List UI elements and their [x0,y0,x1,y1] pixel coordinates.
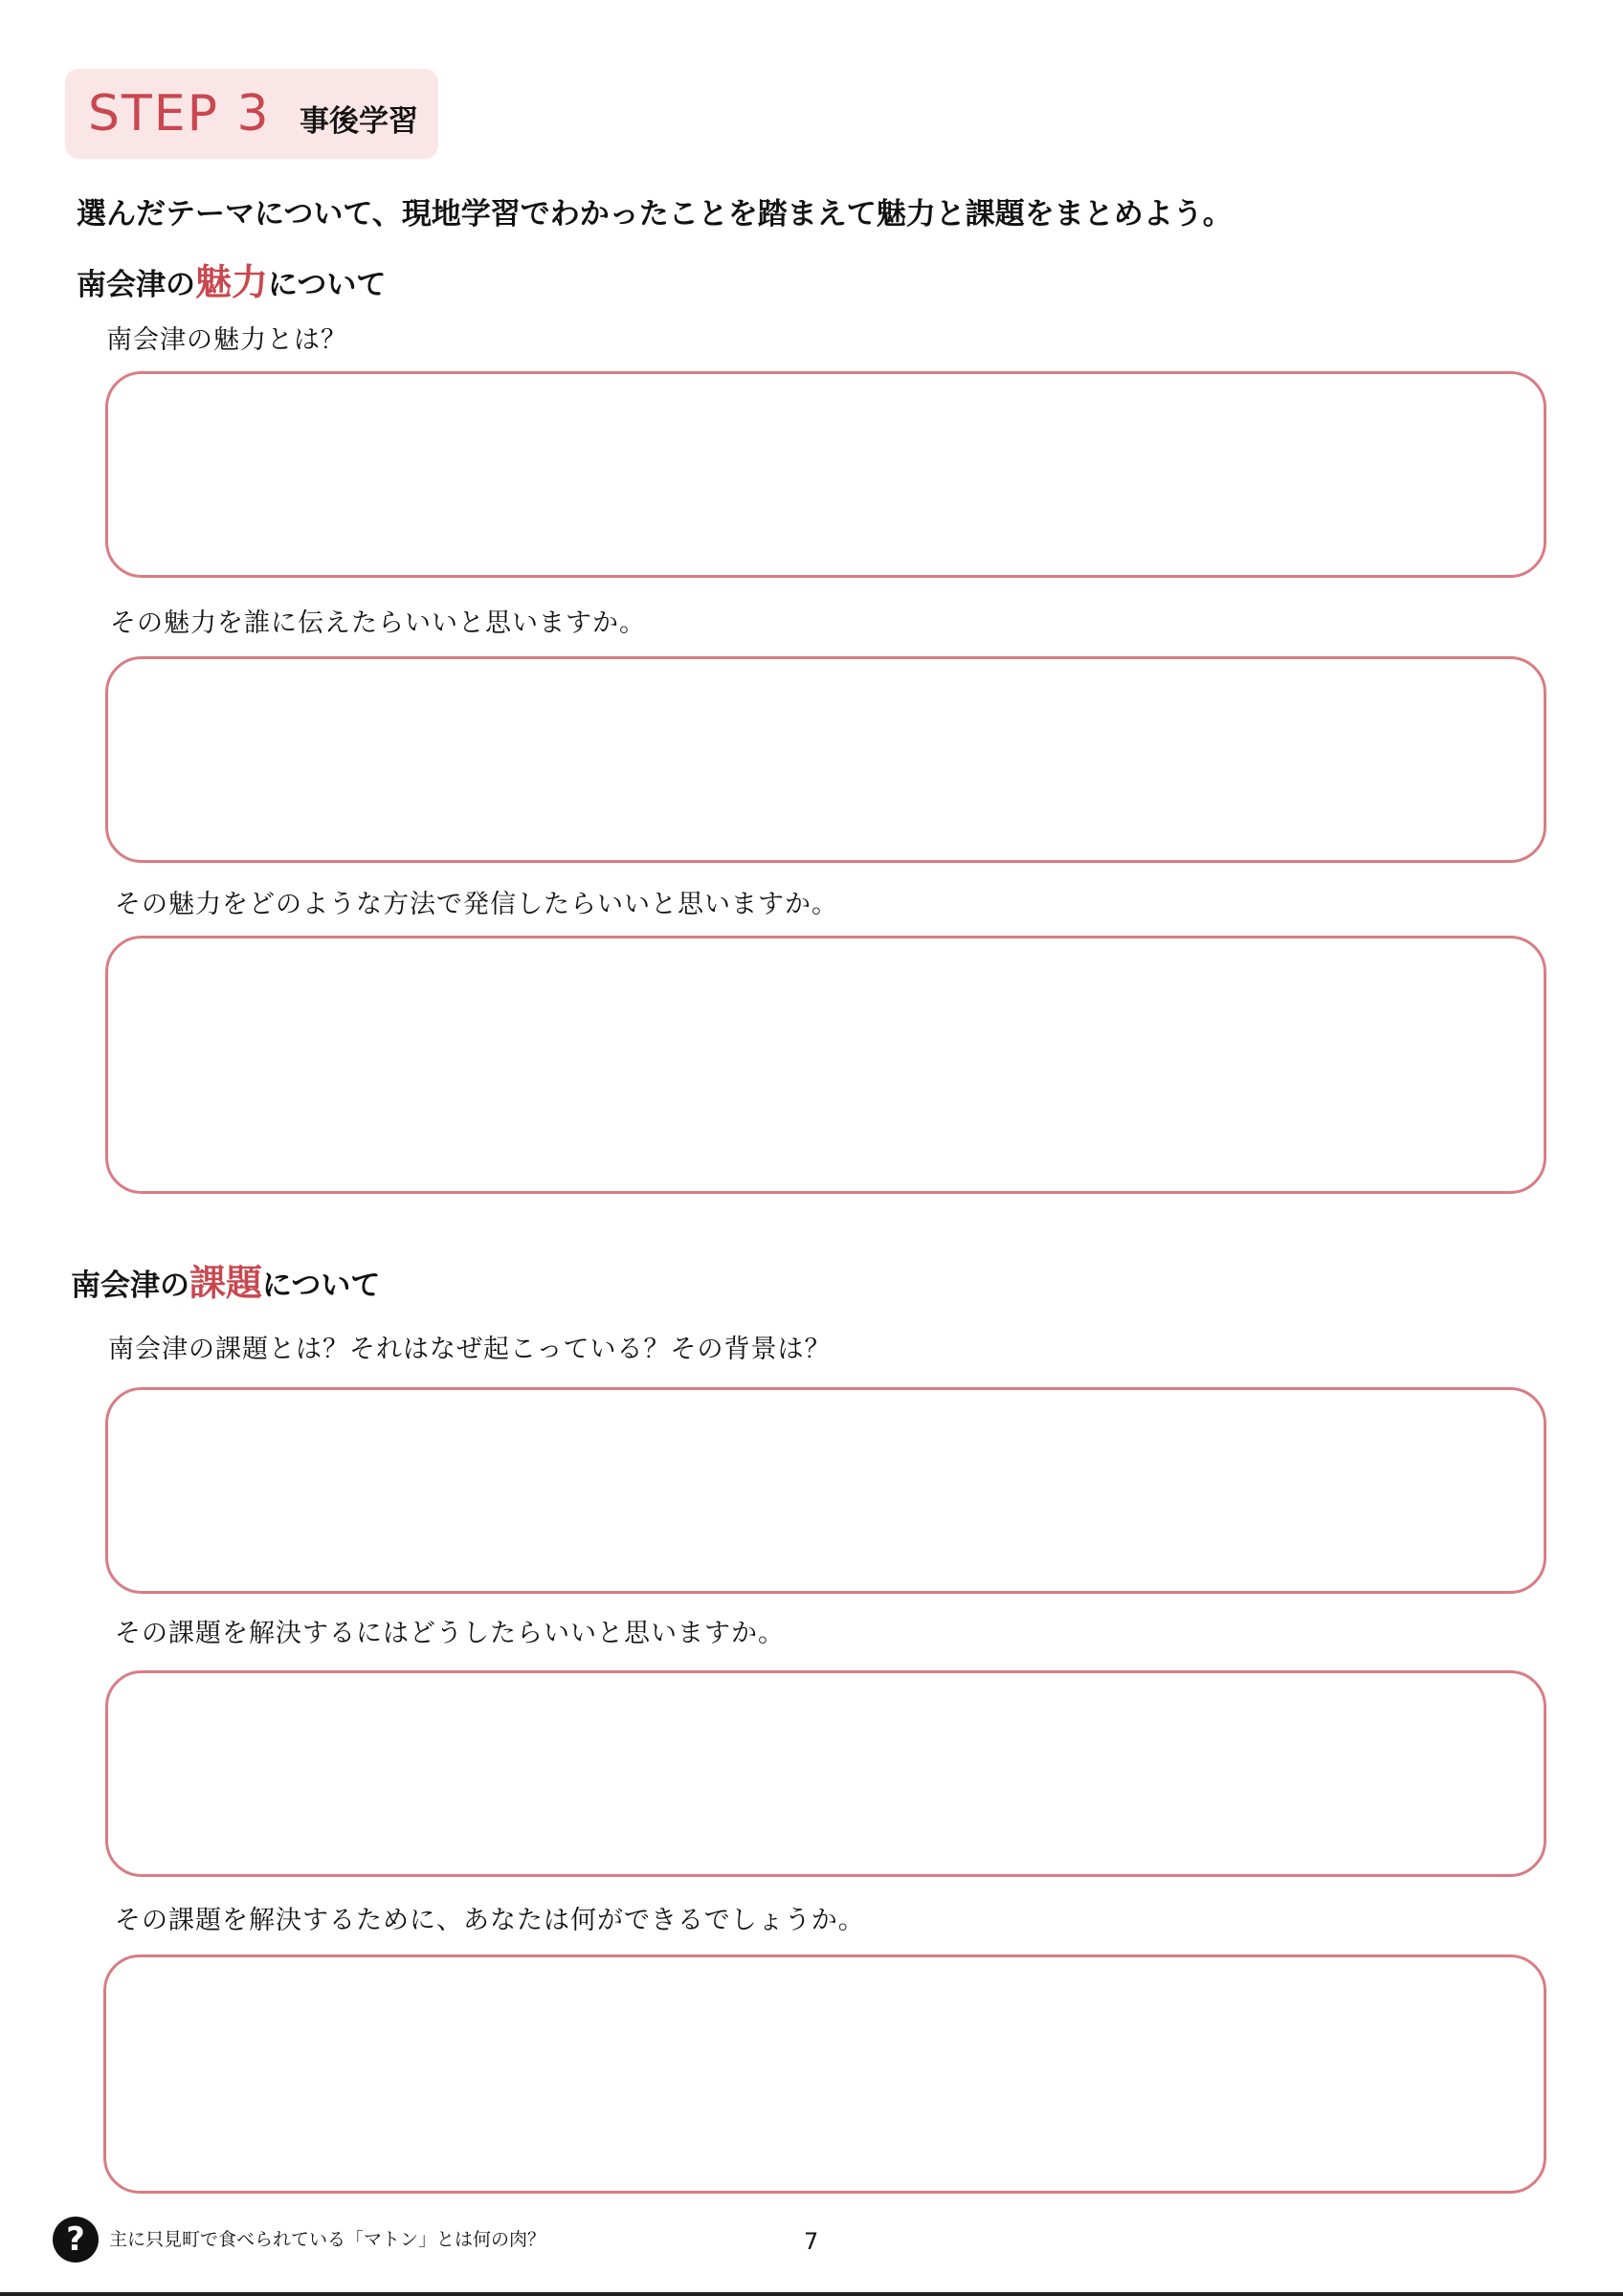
question-issue-2: その課題を解決するにはどうしたらいいと思いますか。 [115,1619,785,1648]
question-attraction-1: 南会津の魅力とは？ [106,325,347,355]
footer-quiz-text: 主に只見町で食べられている「マトン」とは何の肉？ [109,2229,546,2250]
question-issue-1: 南会津の課題とは？それはなぜ起こっている？その背景は？ [108,1335,832,1364]
bottom-rule [0,2292,1623,2296]
step-label: STEP 3 [88,85,271,143]
section-title-issue [71,1261,380,1308]
section-title-attraction [77,260,386,307]
intro-instruction: 選んだテーマについて、現地学習でわかったことを踏まえて魅力と課題をまとめよう。 [77,197,1233,232]
answer-box-issue-1[interactable] [105,1387,1546,1594]
step-subtitle: 事後学習 [300,104,418,139]
section-title-highlight: 課題 [189,1262,263,1304]
answer-box-attraction-3[interactable] [105,936,1546,1194]
answer-box-issue-3[interactable] [103,1954,1546,2194]
section-title-suffix: について [262,1269,381,1303]
step-badge [65,69,438,159]
question-attraction-2: その魅力を誰に伝えたらいいと思いますか。 [110,608,646,638]
section-title-prefix: 南会津の [71,1269,189,1303]
answer-box-issue-2[interactable] [105,1670,1546,1877]
answer-box-attraction-2[interactable] [105,656,1546,863]
section-title-suffix: について [268,268,387,302]
page-number: 7 [804,2228,819,2255]
answer-box-attraction-1[interactable] [105,371,1546,578]
question-issue-3: その課題を解決するために、あなたは何ができるでしょうか。 [115,1906,865,1935]
section-title-highlight: 魅力 [195,261,269,303]
section-title-prefix: 南会津の [77,268,195,302]
question-attraction-3: その魅力をどのような方法で発信したらいいと思いますか。 [115,890,838,919]
question-mark-icon: ? [53,2217,99,2263]
